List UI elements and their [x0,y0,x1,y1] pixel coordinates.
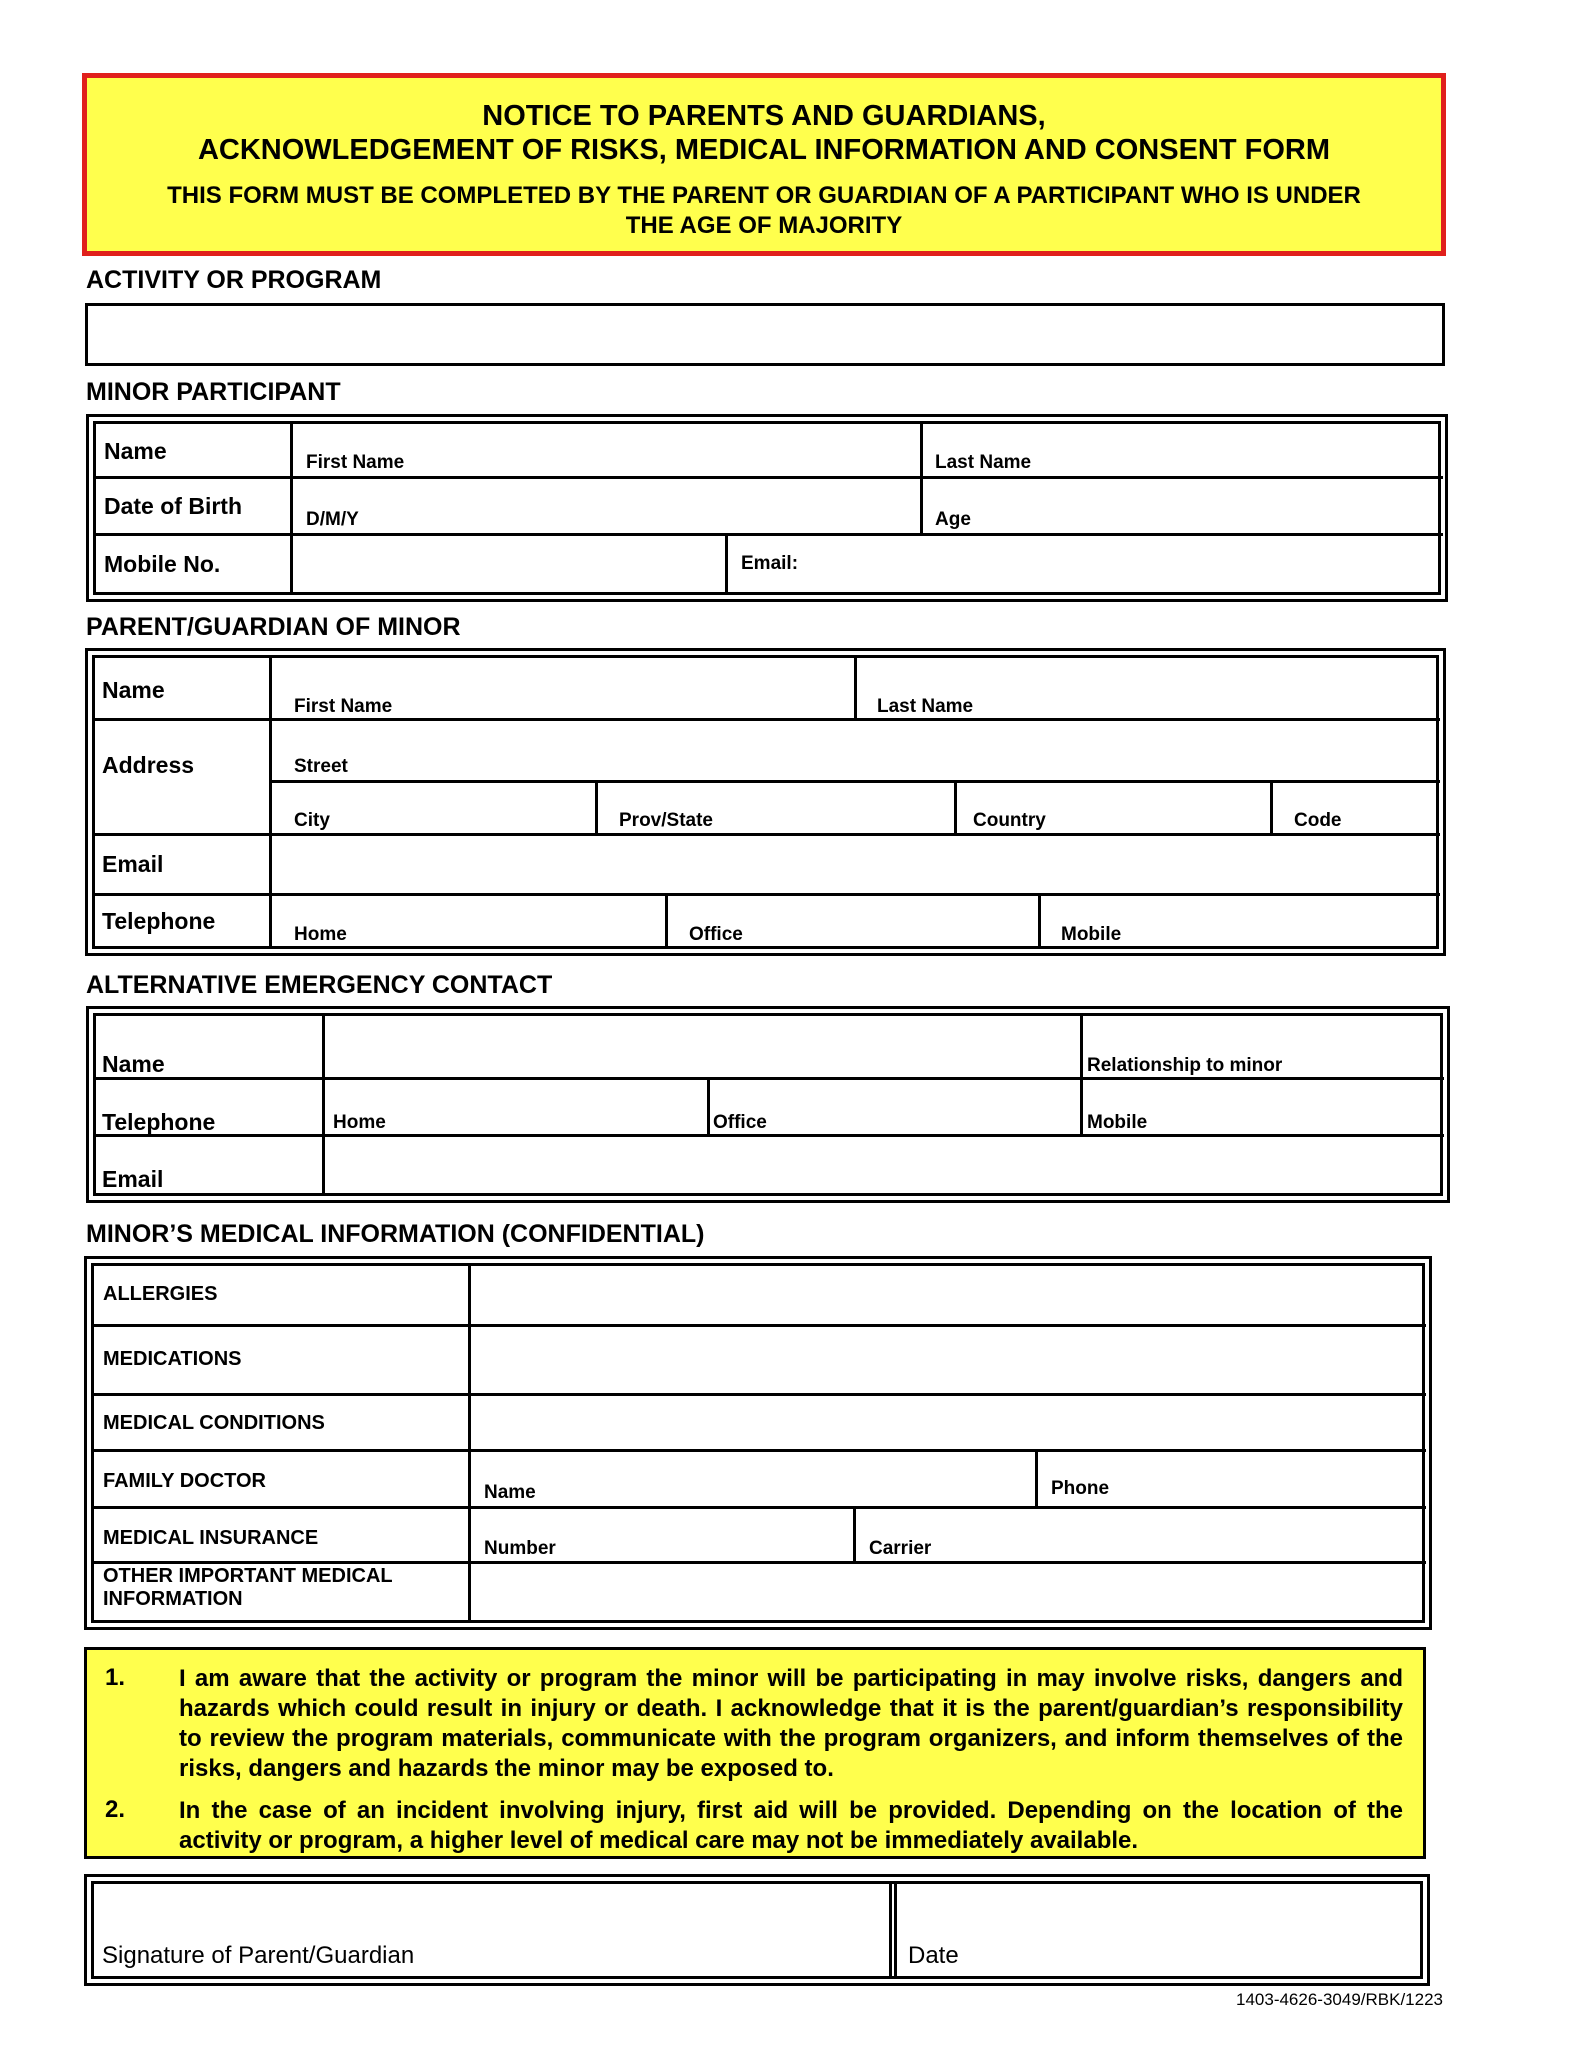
medical-allergies-field[interactable] [474,1269,1424,1322]
minor-dob-label: Date of Birth [104,493,242,519]
notice-item-2-text: In the case of an incident involving injury, first aid will be provided. Depending on the location of the activity or program, a higher level of medical care may not be immediately available. [179,1797,1403,1854]
medical-insurance-label: MEDICAL INSURANCE [103,1527,319,1549]
minor-dob-field[interactable]: D/M/Y [306,509,359,530]
guardian-last-name-field[interactable]: Last Name [877,696,974,717]
medical-conditions-label: MEDICAL CONDITIONS [103,1412,325,1434]
minor-last-name-field[interactable]: Last Name [935,452,1032,473]
medical-conditions-field[interactable] [474,1399,1424,1447]
minor-first-name-field[interactable]: First Name [306,452,405,473]
medical-other-field[interactable] [474,1567,1424,1622]
form-instruction-line2: THE AGE OF MAJORITY [625,212,903,239]
acknowledgement-notice [84,1647,1426,1859]
signature-label: Signature of Parent/Guardian [102,1942,415,1969]
guardian-code-field[interactable]: Code [1294,810,1342,831]
medical-insurance-carrier-field[interactable]: Carrier [869,1538,932,1559]
guardian-name-label: Name [102,677,165,703]
medical-medications-field[interactable] [474,1330,1424,1391]
medical-doctor-name-field[interactable]: Name [484,1482,536,1503]
medical-other-label-line2: INFORMATION [103,1588,243,1610]
notice-item-2-number: 2. [105,1796,126,1823]
guardian-country-field[interactable]: Country [973,810,1046,831]
section-heading-activity: ACTIVITY OR PROGRAM [86,266,382,294]
section-heading-emergency: ALTERNATIVE EMERGENCY CONTACT [86,971,553,999]
emergency-home-phone-field[interactable]: Home [333,1112,386,1133]
minor-mobile-label: Mobile No. [104,551,221,577]
emergency-email-field[interactable] [328,1140,1438,1194]
guardian-email-field[interactable] [275,839,1437,891]
medical-insurance-number-field[interactable]: Number [484,1538,556,1559]
guardian-office-phone-field[interactable]: Office [689,924,743,945]
guardian-street-field[interactable]: Street [294,756,348,777]
medical-medications-label: MEDICATIONS [103,1348,242,1370]
section-heading-medical: MINOR’S MEDICAL INFORMATION (CONFIDENTIAL) [86,1220,705,1248]
guardian-first-name-field[interactable]: First Name [294,696,393,717]
guardian-address-label: Address [102,752,195,778]
guardian-table [85,648,1446,956]
guardian-telephone-label: Telephone [102,908,216,934]
medical-doctor-label: FAMILY DOCTOR [103,1470,266,1492]
section-heading-minor: MINOR PARTICIPANT [86,378,341,406]
emergency-name-field[interactable] [328,1019,1077,1075]
header-banner [82,73,1446,256]
minor-age-field[interactable]: Age [935,509,971,530]
guardian-home-phone-field[interactable]: Home [294,924,347,945]
activity-program-field[interactable] [85,303,1445,366]
notice-item-1-text: I am aware that the activity or program the minor will be participating in may involve risks, dangers and hazards which could result in injury or death. I acknowledge that it is the parent/guardian’s responsibility to review the program materials, communicate with the program organizers, and inform themselves of the risks, dangers and hazards the minor may be exposed to. [179,1665,1403,1782]
minor-email-field[interactable]: Email: [741,553,799,574]
form-code: 1403-4626-3049/RBK/1223 [1236,1990,1443,2009]
emergency-relationship-field[interactable]: Relationship to minor [1087,1055,1283,1076]
notice-item-1-number: 1. [105,1664,126,1691]
medical-allergies-label: ALLERGIES [103,1283,218,1305]
medical-other-label-line1: OTHER IMPORTANT MEDICAL [103,1565,393,1587]
medical-doctor-phone-field[interactable]: Phone [1051,1478,1110,1499]
emergency-name-label: Name [102,1051,165,1077]
emergency-office-phone-field[interactable]: Office [713,1112,767,1133]
form-title-line1: NOTICE TO PARENTS AND GUARDIANS, [482,100,1046,132]
guardian-city-field[interactable]: City [294,810,330,831]
emergency-mobile-phone-field[interactable]: Mobile [1087,1112,1148,1133]
emergency-telephone-label: Telephone [102,1109,216,1135]
date-label: Date [908,1942,959,1969]
emergency-email-label: Email [102,1166,164,1192]
guardian-mobile-phone-field[interactable]: Mobile [1061,924,1122,945]
form-instruction-line1: THIS FORM MUST BE COMPLETED BY THE PARENT OR GUARDIAN OF A PARTICIPANT WHO IS UNDER [167,182,1361,209]
guardian-prov-state-field[interactable]: Prov/State [619,810,713,831]
date-field[interactable] [900,1884,1420,1976]
minor-mobile-field[interactable] [296,539,722,593]
form-title-line2: ACKNOWLEDGEMENT OF RISKS, MEDICAL INFORMATION AND CONSENT FORM [197,134,1331,166]
minor-name-label: Name [104,438,167,464]
section-heading-guardian: PARENT/GUARDIAN OF MINOR [86,613,461,641]
guardian-email-label: Email [102,851,164,877]
